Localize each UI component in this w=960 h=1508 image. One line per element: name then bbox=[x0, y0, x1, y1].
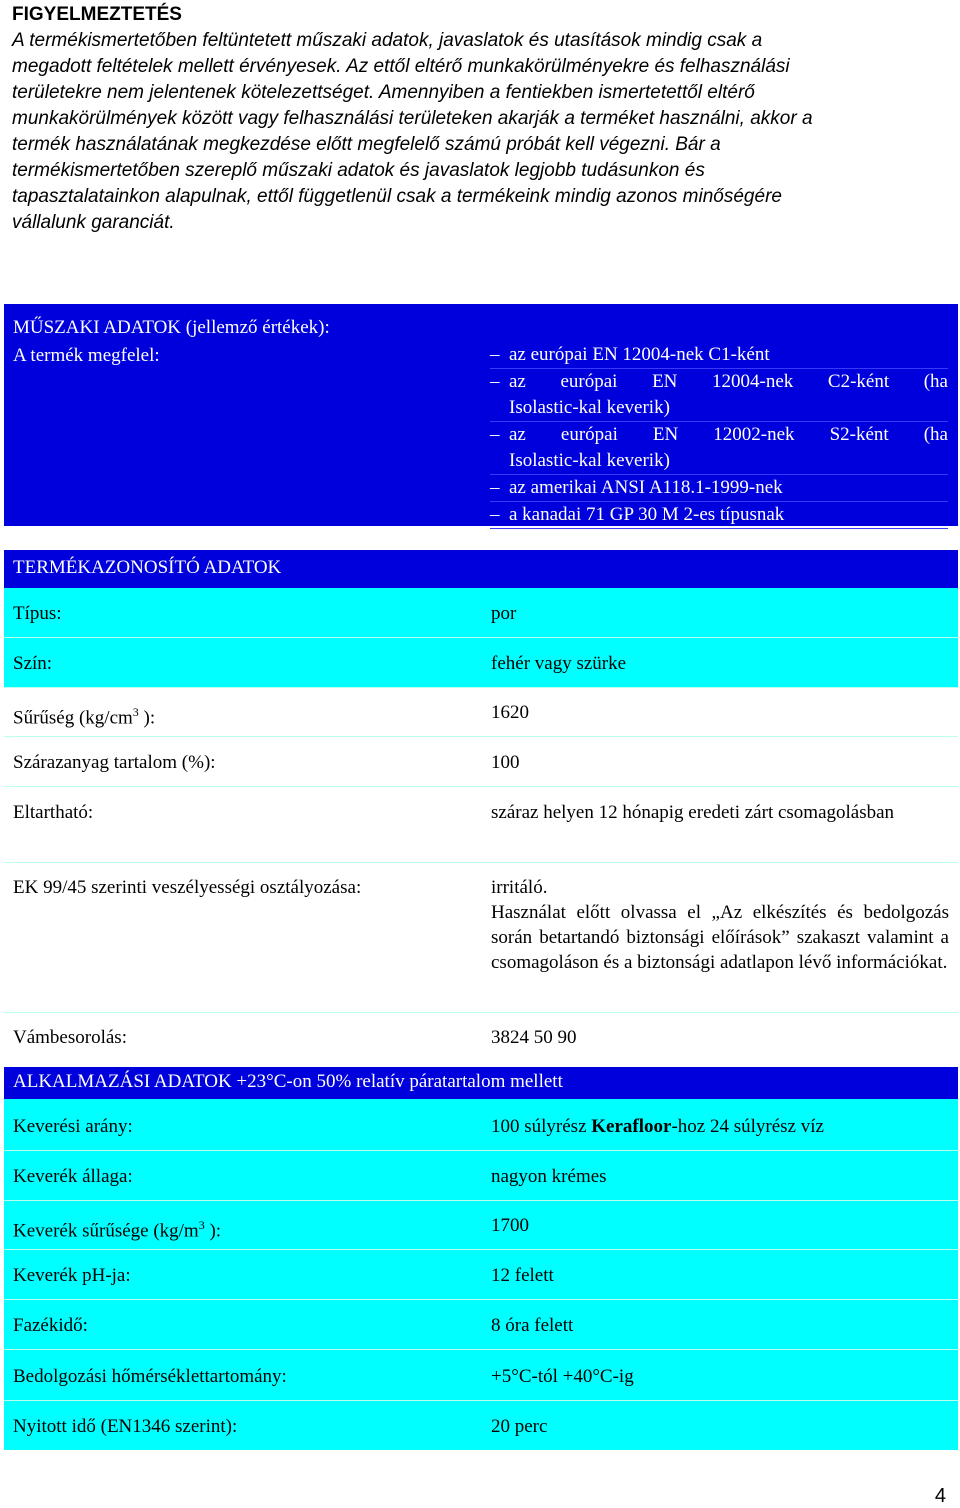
page-number: 4 bbox=[934, 1485, 946, 1507]
application-heading-band bbox=[4, 1067, 958, 1099]
warning-title: FIGYELMEZTETÉS bbox=[12, 4, 182, 25]
temperature-row: Bedolgozási hőmérséklettartomány: +5°C-tól +40°C-ig bbox=[4, 1364, 958, 1401]
list-item: – a kanadai 71 GP 30 M 2-es típusnak bbox=[490, 502, 948, 529]
conformity-list bbox=[490, 342, 948, 529]
warning-section bbox=[12, 2, 942, 236]
storage-row: Eltartható: száraz helyen 12 hónapig eredeti zárt csomagolásban bbox=[4, 800, 958, 863]
color-row: Szín: fehér vagy szürke bbox=[4, 651, 958, 688]
ph-row: Keverék pH-ja: 12 felett bbox=[4, 1263, 958, 1300]
application-heading: ALKALMAZÁSI ADATOK +23°C-on 50% relatív páratartalom mellett bbox=[13, 1071, 563, 1092]
warning-text: A termékismertetőben feltüntetett műszaki adatok, javaslatok és utasítások mindig csak a megadott feltételek mellett érvényesek. Az ettől eltérő munkakörülményekre és felhasználási területekre nem jelentenek kötelezettséget. Amennyiben a fentiekben ismertetettől eltérő munkakörülmények között vagy felhasználási területeken akarják a terméket használni, akkor a termék használatának megkezdése előtt megfelelő számú próbát kell végezni. Bár a termékismertetőben szereplő műszaki adatok és javaslatok legjobb tudásunkon és tapasztalatainkon alapulnak, ettől függetlenül csak a termékeink mindig azonos minőségére vállalunk garanciát. bbox=[12, 30, 813, 233]
list-item: – az európai EN 12002-nek S2-ként (ha Isolastic-kal keverik) bbox=[490, 422, 948, 475]
solids-row: Szárazanyag tartalom (%): 100 bbox=[4, 750, 958, 787]
list-item: – az amerikai ANSI A118.1-1999-nek bbox=[490, 475, 948, 502]
hazard-row: EK 99/45 szerinti veszélyességi osztályozása: irritáló. Használat előtt olvassa el „Az elkészítés és bedolgozás során betartandó biztonsági előírások” szakaszt valamint a csomagoláson és a biztonsági adatlapon lévő információkat. bbox=[4, 875, 958, 1013]
open-time-row: Nyitott idő (EN1346 szerint): 20 perc bbox=[13, 1416, 548, 1437]
mix-ratio-row: Keverési arány: 100 súlyrész Kerafloor-hoz 24 súlyrész víz bbox=[4, 1114, 958, 1151]
customs-row: Vámbesorolás: 3824 50 90 bbox=[13, 1027, 577, 1048]
technical-data-section bbox=[4, 304, 958, 526]
technical-data-heading: MŰSZAKI ADATOK (jellemző értékek): bbox=[13, 317, 330, 338]
density-row: Sűrűség ($kg/cm^3$ ): 1620 bbox=[4, 700, 958, 737]
product-id-heading-band bbox=[4, 550, 958, 588]
conformity-label: A termék megfelel: bbox=[13, 345, 160, 366]
list-item: – az európai EN 12004-nek C2-ként (ha Isolastic-kal keverik) bbox=[490, 369, 948, 422]
mix-density-row: Keverék sűrűsége ($kg/m^3$ ): 1700 bbox=[4, 1213, 958, 1250]
product-id-heading: TERMÉKAZONOSÍTÓ ADATOK bbox=[13, 557, 282, 578]
consistency-row: Keverék állaga: nagyon krémes bbox=[4, 1164, 958, 1201]
type-row: Típus: por bbox=[4, 601, 958, 638]
pot-life-row: Fazékidő: 8 óra felett bbox=[4, 1313, 958, 1350]
list-item: – az európai EN 12004-nek C1-ként bbox=[490, 342, 948, 369]
